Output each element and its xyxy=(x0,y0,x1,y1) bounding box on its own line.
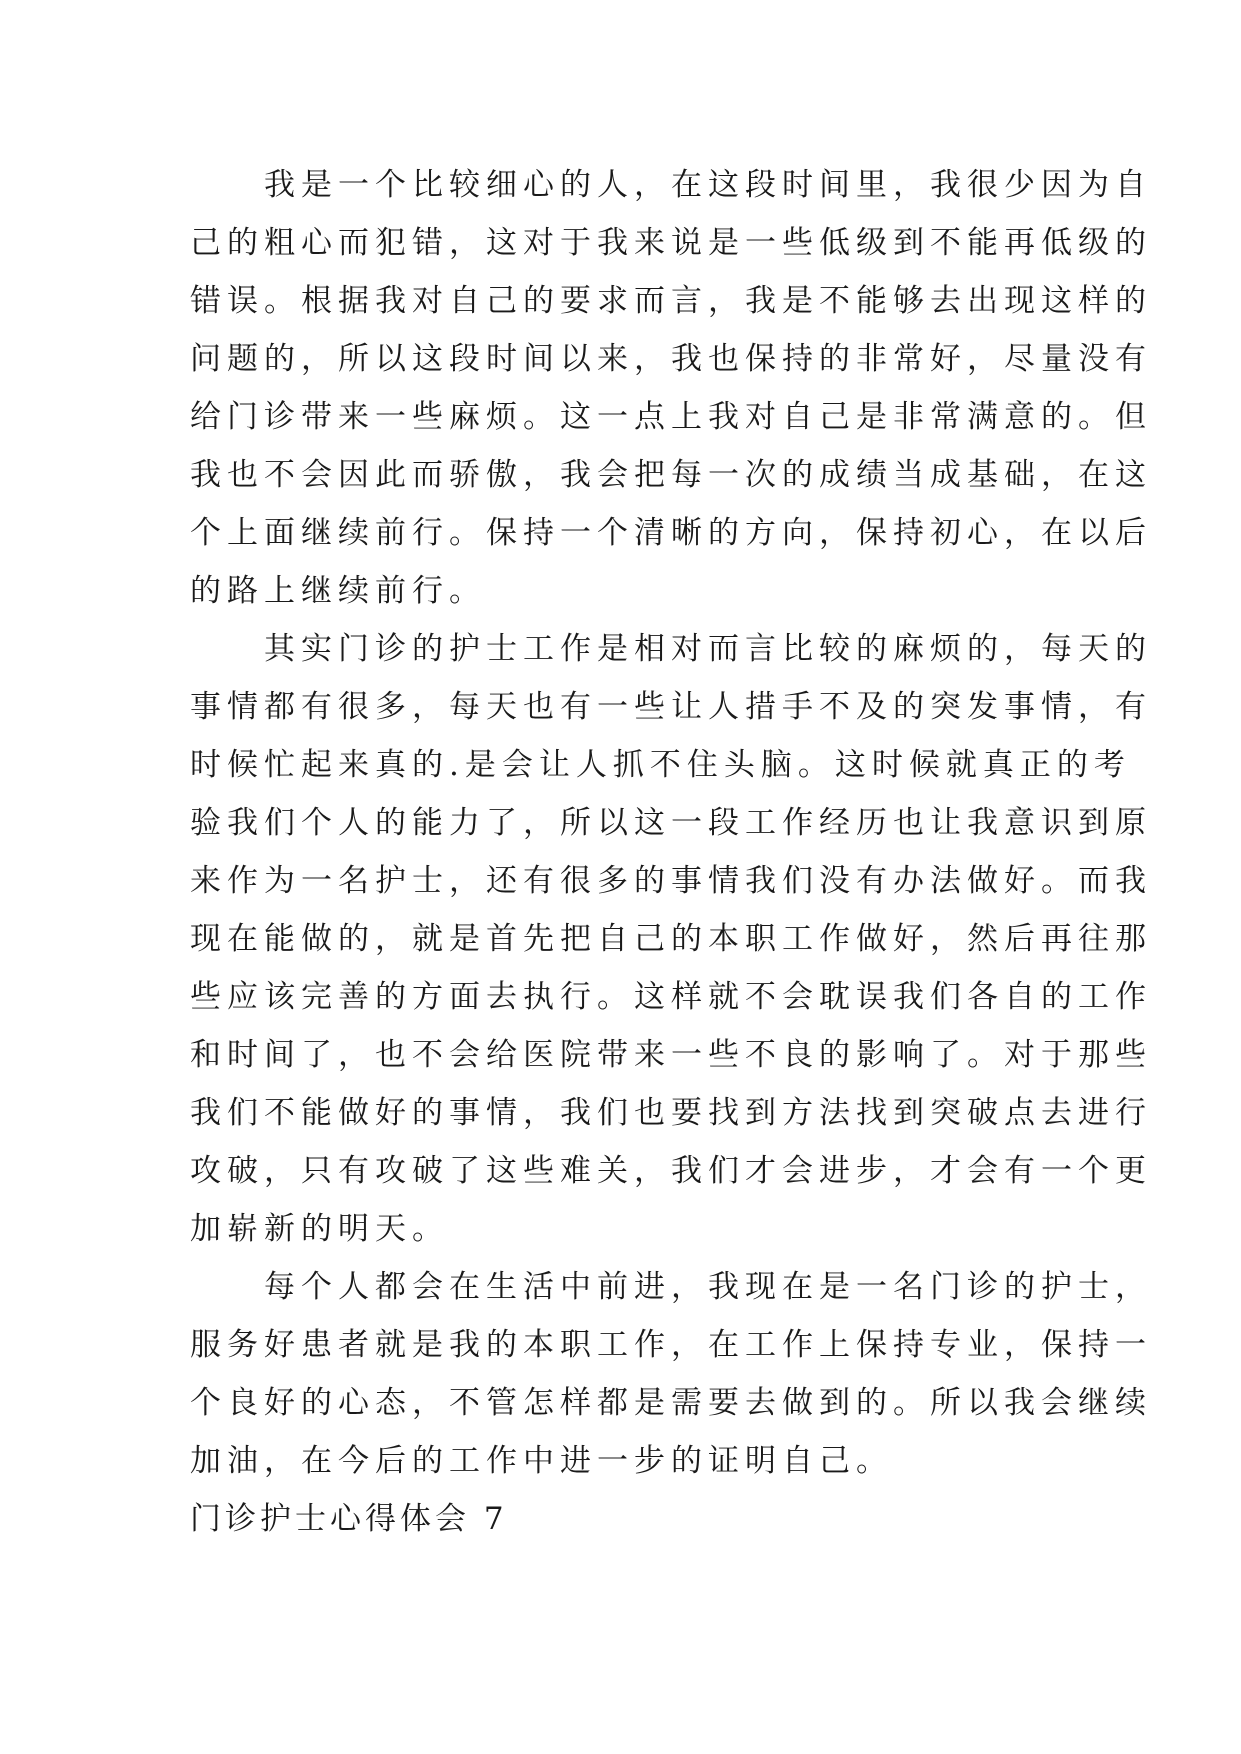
text-line: 我也不会因此而骄傲，我会把每一次的成绩当成基础，在这 xyxy=(190,457,1152,493)
text-line: 加油，在今后的工作中进一步的证明自己。 xyxy=(190,1443,893,1479)
section-heading: 门诊护士心得体会 7 xyxy=(190,1501,508,1537)
text-line: 错误。根据我对自己的要求而言，我是不能够去出现这样的 xyxy=(190,283,1152,319)
text-line: 每个人都会在生活中前进，我现在是一名门诊的护士， xyxy=(190,1269,1152,1305)
text-line: 我是一个比较细心的人，在这段时间里，我很少因为自 xyxy=(190,167,1152,203)
text-line: 时候忙起来真的.是会让人抓不住头脑。这时候就真正的考 xyxy=(190,747,1131,783)
text-line: 的路上继续前行。 xyxy=(190,573,486,609)
text-line: 给门诊带来一些麻烦。这一点上我对自己是非常满意的。但 xyxy=(190,399,1152,435)
text-line: 现在能做的，就是首先把自己的本职工作做好，然后再往那 xyxy=(190,921,1152,957)
text-line: 服务好患者就是我的本职工作，在工作上保持专业，保持一 xyxy=(190,1327,1152,1363)
text-line: 些应该完善的方面去执行。这样就不会耽误我们各自的工作 xyxy=(190,979,1152,1015)
text-line: 己的粗心而犯错，这对于我来说是一些低级到不能再低级的 xyxy=(190,225,1152,261)
text-line: 问题的，所以这段时间以来，我也保持的非常好，尽量没有 xyxy=(190,341,1152,377)
text-line: 我们不能做好的事情，我们也要找到方法找到突破点去进行 xyxy=(190,1095,1152,1131)
text-line: 事情都有很多，每天也有一些让人措手不及的突发事情，有 xyxy=(190,689,1152,725)
text-line: 其实门诊的护士工作是相对而言比较的麻烦的，每天的 xyxy=(190,631,1152,667)
text-line: 加崭新的明天。 xyxy=(190,1211,449,1247)
text-line: 个上面继续前行。保持一个清晰的方向，保持初心，在以后 xyxy=(190,515,1152,551)
text-line: 攻破，只有攻破了这些难关，我们才会进步，才会有一个更 xyxy=(190,1153,1152,1189)
text-line: 验我们个人的能力了，所以这一段工作经历也让我意识到原 xyxy=(190,805,1152,841)
text-line: 个良好的心态，不管怎样都是需要去做到的。所以我会继续 xyxy=(190,1385,1152,1421)
text-line: 和时间了，也不会给医院带来一些不良的影响了。对于那些 xyxy=(190,1037,1152,1073)
text-line: 来作为一名护士，还有很多的事情我们没有办法做好。而我 xyxy=(190,863,1152,899)
